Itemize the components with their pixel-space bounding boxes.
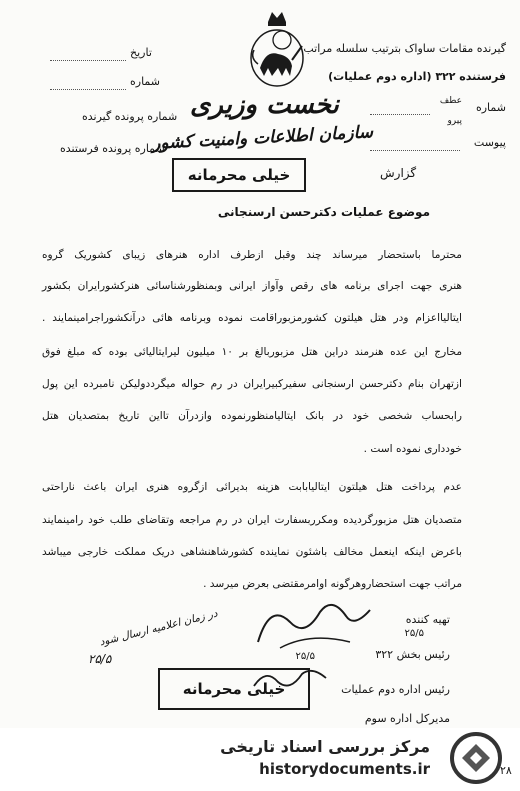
archive-center-logo-icon bbox=[448, 730, 506, 786]
body-line-9: متصدیان هتل مزبورگردیده ومکرربسفارت ایران در رم مراجعه وتقاضای طلب خود رامینمایند bbox=[42, 514, 462, 526]
sender-file-label: شماره پرونده فرستنده bbox=[60, 142, 165, 155]
subject-line: موضوع عملیات دکترحسن ارسنجانی bbox=[217, 205, 430, 219]
attachment-label: پیوست bbox=[473, 136, 506, 149]
handwritten-note: در زمان اعلامیه ارسال شود bbox=[98, 607, 219, 649]
sender-line: فرستنده ۳۲۲ (اداره دوم عملیات) bbox=[328, 70, 506, 83]
head-section-date: ۲۵/۵ bbox=[295, 651, 315, 662]
page-number: ۲۸ bbox=[500, 764, 512, 777]
body-line-10: باعرض اینکه اینعمل مخالف باشئون نماینده کشورشاهنشاهی دریک مملکت خارجی میباشد bbox=[42, 546, 462, 558]
body-line-7: خودداری نموده است . bbox=[363, 443, 462, 455]
number-label-right: شماره bbox=[475, 101, 506, 114]
footer-center-name: مرکز بررسی اسناد تاریخی bbox=[220, 737, 430, 756]
handwritten-date: ۲۵/۵ bbox=[88, 652, 112, 666]
lion-and-sun-emblem-icon bbox=[244, 8, 310, 90]
prepared-date: ۲۵/۵ bbox=[404, 628, 424, 639]
prepared-by-label: تهیه کننده bbox=[405, 613, 450, 626]
body-line-2: هنری جهت اجرای برنامه های رقص وآواز ایرانی وبمنظورشناسائی هنرکشورایران بکشور bbox=[42, 280, 462, 292]
organization-title: سازمان اطلاعات وامنیت کشور bbox=[151, 122, 374, 154]
prime-ministry-title: نخست وزیری bbox=[190, 90, 339, 120]
signature-mark-icon bbox=[250, 592, 380, 656]
body-line-4: مخارج این عده هنرمند دراین هتل مزبوربالغ بر ۱۰ میلیون لیرایتالیائی بوده که مبلغ فوق bbox=[42, 346, 462, 358]
body-line-8: عدم پرداخت هتل هیلتون ایتالیابابت هزینه بدیرائی ازگروه هنری ایران باعث ناراحتی bbox=[42, 481, 462, 493]
body-line-6: رابحساب شخصی خود در بانک ایتالیامنظورنموده وازدرآن تااین تاریخ بمتصدیان هتل bbox=[42, 410, 462, 422]
atf-label: عطف bbox=[439, 96, 462, 106]
body-line-5: ازتهران بنام دکترحسن ارسنجانی سفیرکبیرایران در رم حواله میگرددولیکن نامبرده این پول bbox=[42, 378, 462, 390]
director-line: مدیرکل اداره سوم bbox=[364, 712, 450, 725]
report-label: گزارش bbox=[380, 166, 417, 180]
recipient-line: گیرنده مقامات ساواک بترتیب سلسله مراتب bbox=[303, 42, 506, 55]
number-label-left: شماره bbox=[130, 75, 161, 88]
top-classification-stamp: خیلی محرمانه bbox=[172, 158, 306, 192]
footer-website[interactable]: historydocuments.ir bbox=[259, 760, 430, 778]
head-office-line: رئیس اداره دوم عملیات bbox=[341, 683, 450, 696]
head-section-line: رئیس بخش ۳۲۲ bbox=[375, 648, 450, 661]
body-line-3: ایتالیااعزام ودر هتل هیلتون کشورمزبوراقامت نموده وبرنامه هائی درآنکشوراجرامینمایند . bbox=[42, 312, 462, 324]
bottom-classification-stamp: خیلی محرمانه bbox=[158, 668, 310, 710]
body-line-11: مراتب جهت استحضاروهرگونه اوامرمقتضی بعرض میرسد . bbox=[203, 578, 462, 590]
body-line-1: محترما باستحضار میرساند چند وقبل ازطرف اداره هنرهای زیبای کشوریک گروه bbox=[42, 249, 462, 261]
pirow-label: پیرو bbox=[447, 116, 462, 126]
date-label: تاریخ bbox=[130, 46, 152, 59]
recipient-file-label: شماره پرونده گیرنده bbox=[82, 110, 178, 123]
